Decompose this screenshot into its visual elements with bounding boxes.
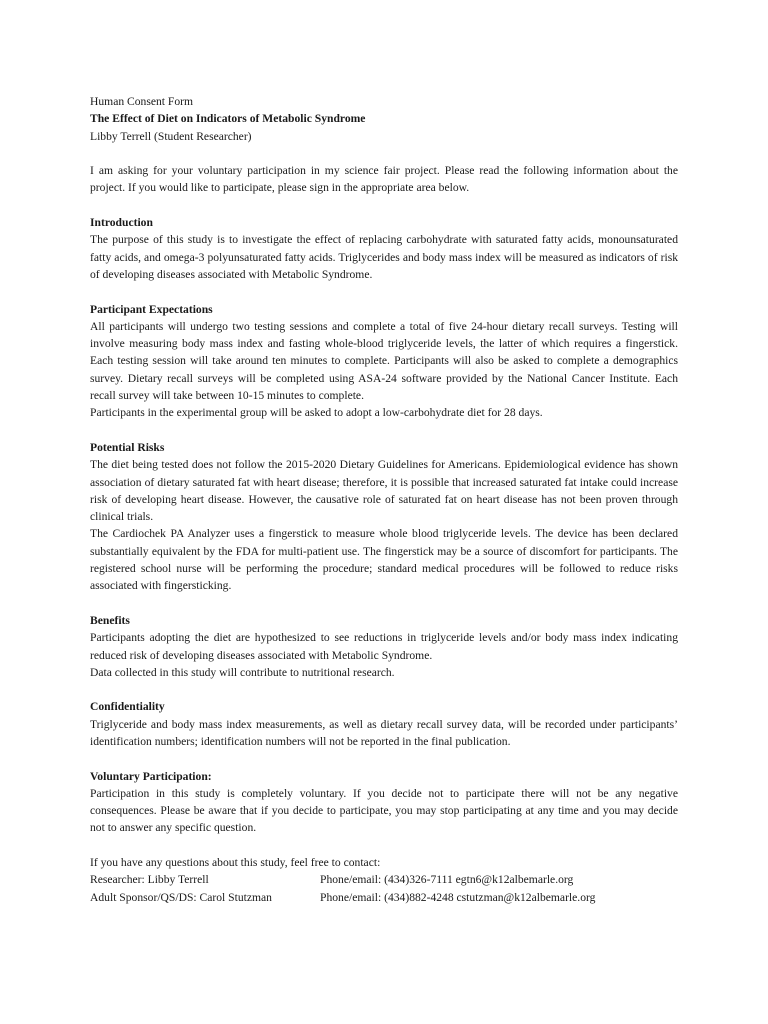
spacer (90, 197, 678, 214)
contact-row-researcher (90, 871, 678, 888)
researcher-line: Libby Terrell (Student Researcher) (90, 129, 252, 143)
contact-row-sponsor (90, 889, 678, 906)
spacer (90, 750, 678, 767)
section-participant-expectations (90, 301, 678, 422)
spacer (90, 837, 678, 854)
section-paragraph: Participants in the experimental group will be asked to adopt a low-carbohydrate diet for 28 days. (90, 406, 543, 420)
section-potential-risks (90, 439, 678, 595)
section-heading: Voluntary Participation: (90, 769, 212, 783)
spacer (90, 283, 678, 300)
section-paragraph: Participants adopting the diet are hypothesized to see reductions in triglyceride levels and/or body mass index indicating reduced risk of developing diseases associated with Metabolic Syndrome. (90, 631, 678, 662)
contact-role: Adult Sponsor/QS/DS: Carol Stutzman (90, 890, 272, 904)
participation-request: I am asking for your voluntary participation in my science fair project. Please read the following information about the project. If you would like to participate, please sign in the appropriate area below. (90, 164, 678, 195)
contact-block (90, 854, 678, 906)
consent-form-page (90, 93, 678, 906)
section-paragraph: Participation in this study is completely voluntary. If you decide not to participate there will not be any negative consequences. Please be aware that if you decide to participate, you may stop participating at any time and you may decide not to answer any specific question. (90, 786, 678, 835)
contact-details: Phone/email: (434)882-4248 cstutzman@k12albemarle.org (320, 890, 596, 904)
contact-intro: If you have any questions about this study, feel free to contact: (90, 856, 381, 870)
spacer (90, 145, 678, 162)
section-heading: Introduction (90, 216, 153, 230)
section-paragraph: Triglyceride and body mass index measurements, as well as dietary recall survey data, will be recorded under participants’ identification numbers; identification numbers will not be reported in the final publication. (90, 717, 678, 748)
section-paragraph: All participants will undergo two testing sessions and complete a total of five 24-hour dietary recall surveys. Testing will involve measuring body mass index and fasting whole-blood triglyceride levels, the latter of which requires a fingerstick. Each testing session will take around ten minutes to complete. Participants will also be asked to complete a demographics survey. Dietary recall surveys will be completed using ASA-24 software provided by the National Cancer Institute. Each recall survey will take between 10-15 minutes to complete. (90, 319, 678, 403)
section-confidentiality (90, 698, 678, 750)
section-voluntary-participation (90, 768, 678, 837)
form-title: Human Consent Form (90, 95, 194, 108)
section-heading: Participant Expectations (90, 302, 213, 316)
spacer (90, 595, 678, 612)
section-paragraph: The purpose of this study is to investigate the effect of replacing carbohydrate with saturated fatty acids, monounsaturated fatty acids, and omega-3 polyunsaturated fatty acids. Triglycerides and body mass index will be measured as indicators of risk of developing diseases associated with Metabolic Syndrome. (90, 233, 678, 281)
section-heading: Confidentiality (90, 700, 165, 714)
section-benefits (90, 612, 678, 681)
contact-details: Phone/email: (434)326-7111 egtn6@k12albemarle.org (320, 873, 574, 887)
spacer (90, 681, 678, 698)
section-heading: Potential Risks (90, 440, 165, 454)
contact-role: Researcher: Libby Terrell (90, 873, 209, 887)
section-paragraph: Data collected in this study will contribute to nutritional research. (90, 665, 395, 679)
study-title: The Effect of Diet on Indicators of Metabolic Syndrome (90, 112, 366, 126)
section-paragraph: The diet being tested does not follow the 2015-2020 Dietary Guidelines for Americans. Epidemiological evidence has shown association of dietary saturated fat with heart disease; therefore, it is possible that increased saturated fat intake could increase risk of developing heart disease. However, the causative role of saturated fat on heart disease has not been proven through clinical trials. (90, 458, 678, 524)
section-paragraph: The Cardiochek PA Analyzer uses a fingerstick to measure whole blood triglyceride levels. The device has been declared substantially equivalent by the FDA for multi-patient use. The fingerstick may be a source of discomfort for participants. The registered school nurse will be performing the procedure; standard medical procedures will be followed to reduce risks associated with fingersticking. (90, 527, 678, 593)
section-heading: Benefits (90, 613, 130, 627)
spacer (90, 422, 678, 439)
section-introduction (90, 214, 678, 283)
